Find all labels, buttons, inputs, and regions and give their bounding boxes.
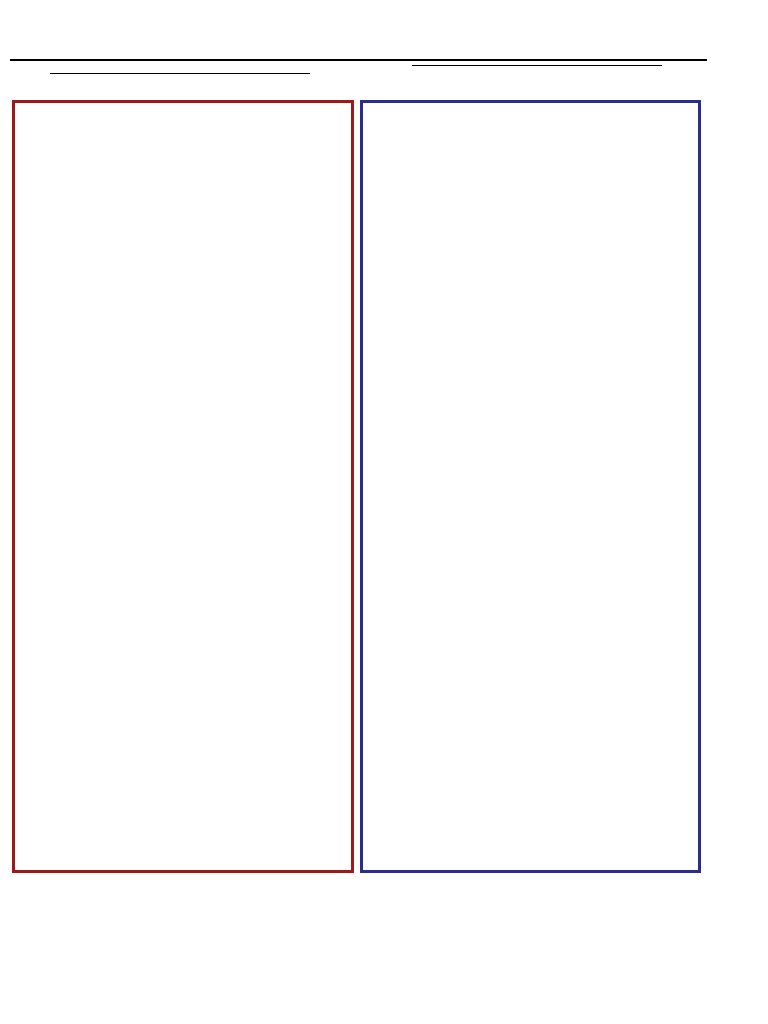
top-rule [10,59,707,61]
right-section-title [412,64,662,66]
left-section-title [50,72,310,74]
cantilever-table [12,100,354,873]
simple-beam-table [360,100,701,873]
